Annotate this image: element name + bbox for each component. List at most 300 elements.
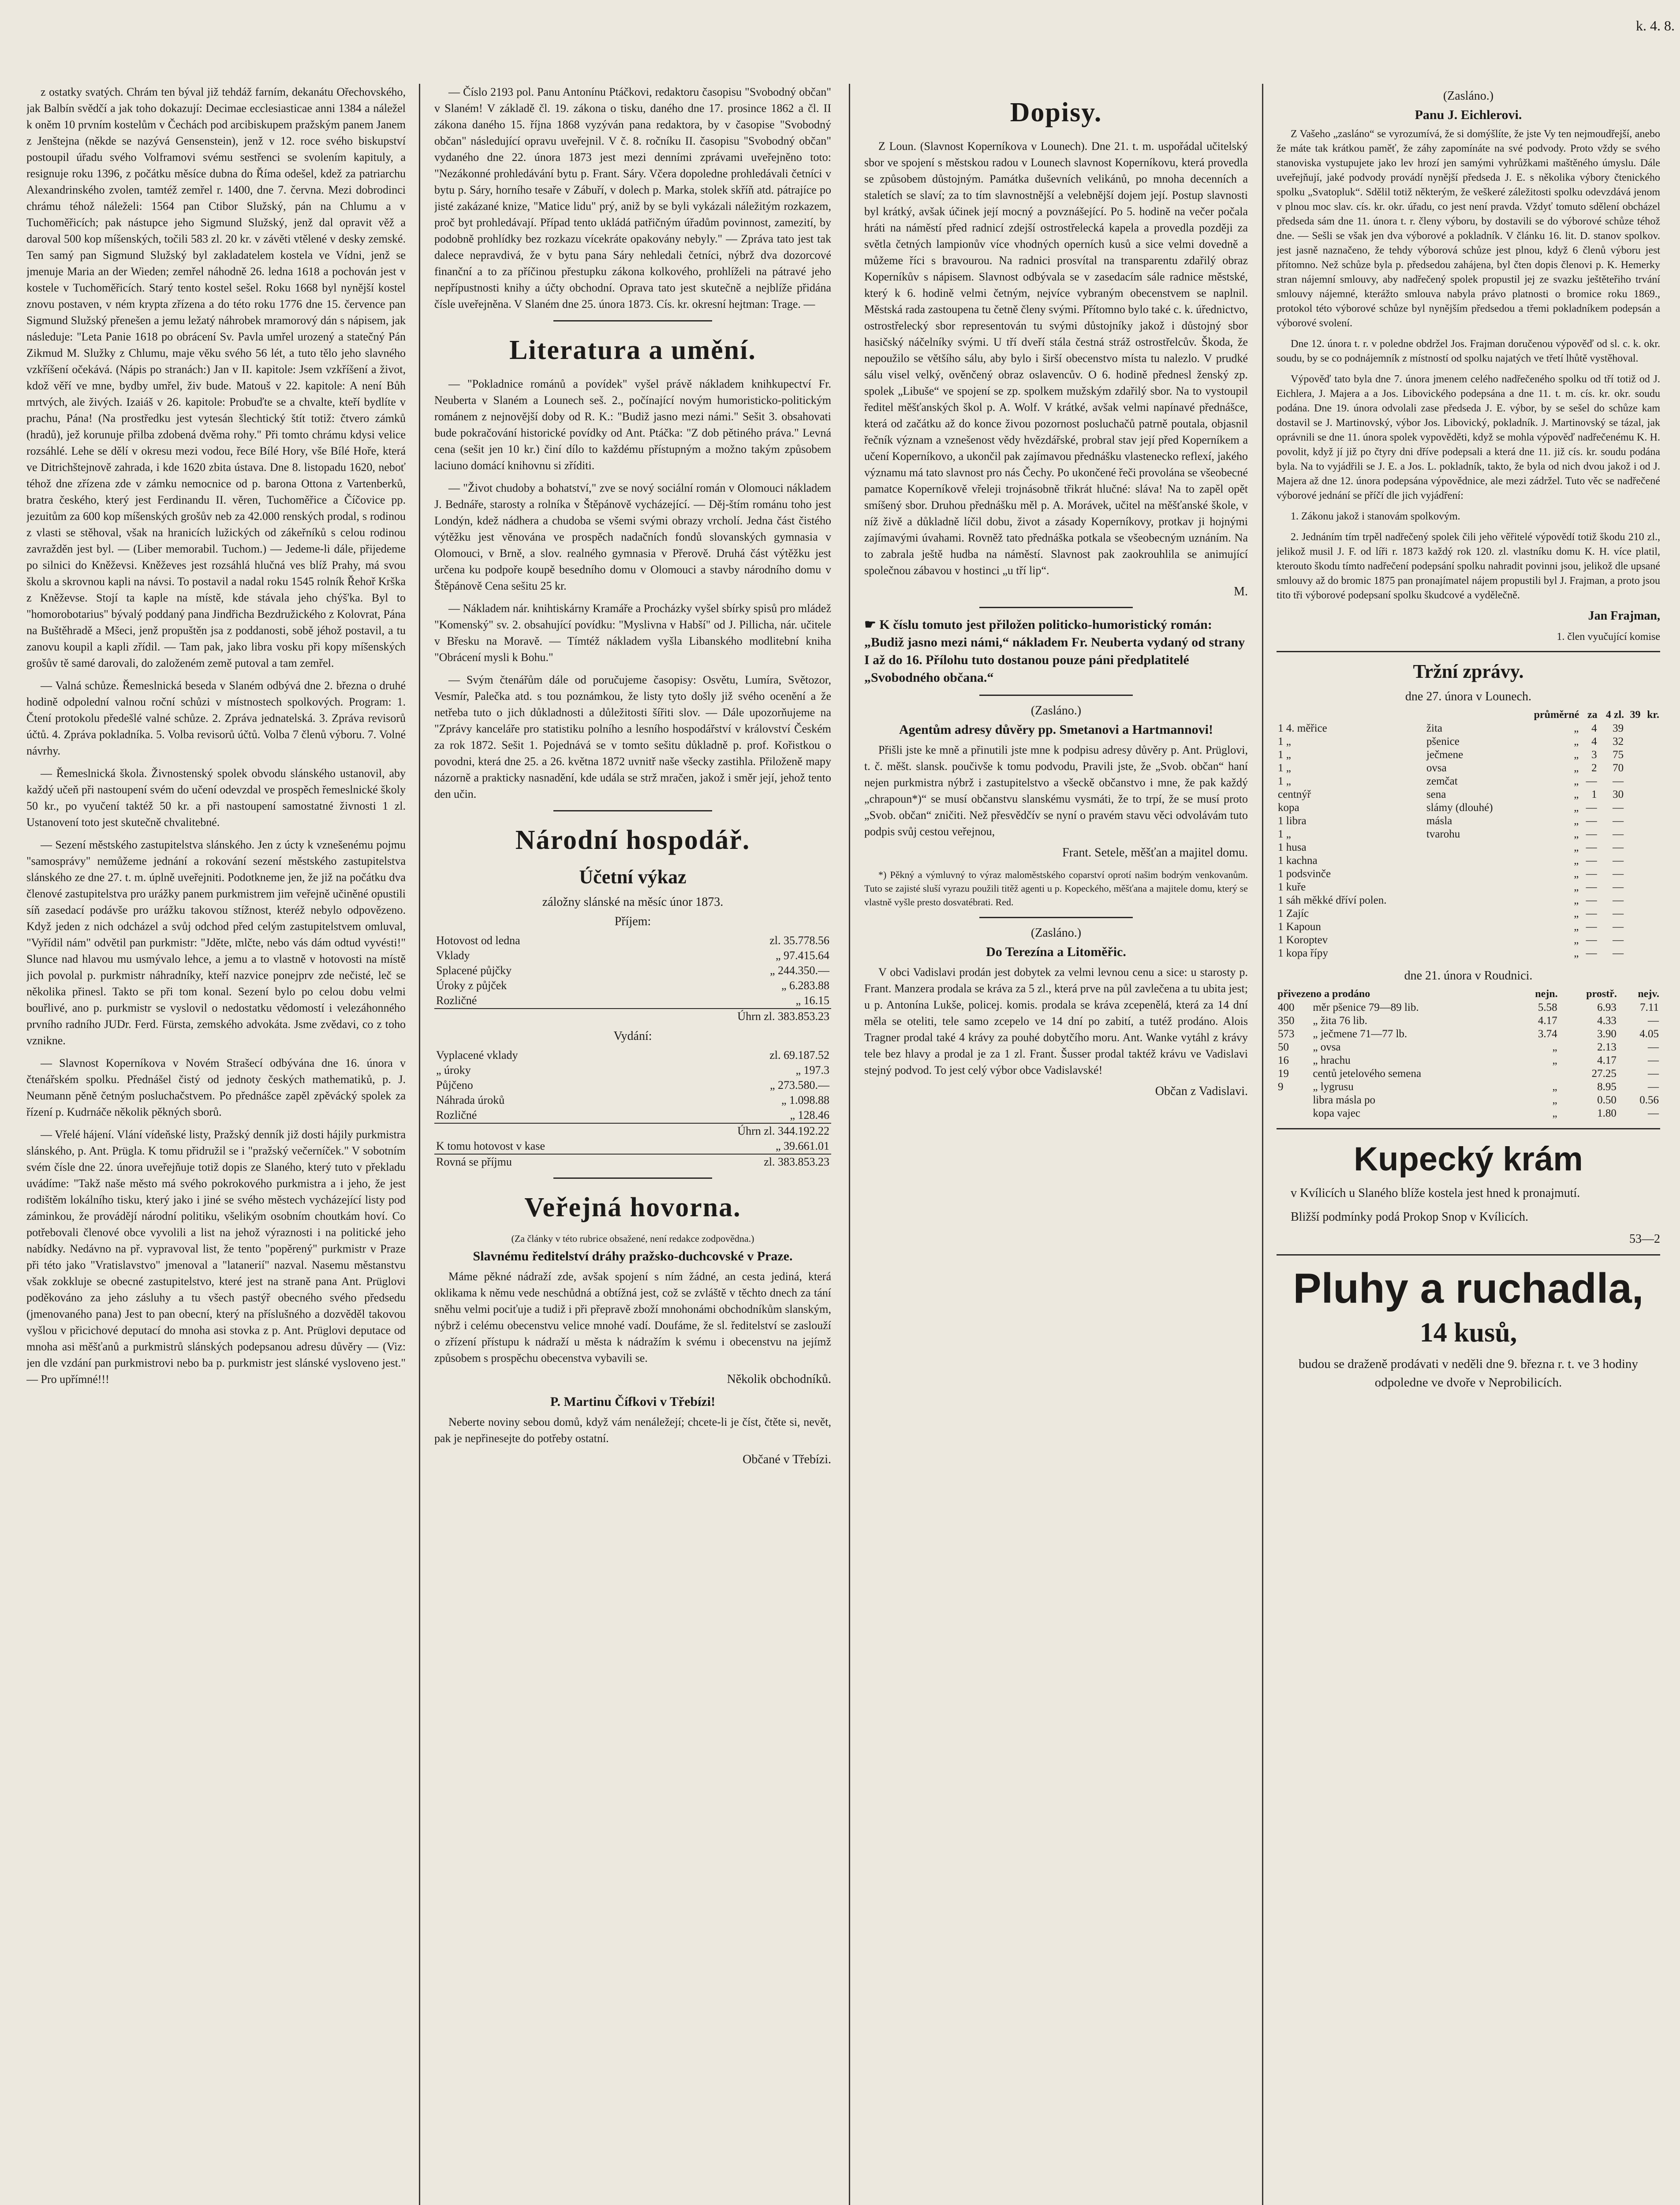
sent-in-title: Agentům adresy důvěry pp. Smetanovi a Hartmannovi! bbox=[899, 722, 1213, 737]
table-cell: — bbox=[1613, 855, 1624, 867]
article-paragraph: — Svým čtenářům dále od poručujeme časopisy: Osvětu, Lumíra, Světozor, Vesmír, Palečka atd. s tou poznámkou, že listy tyto došly již svého ocenění a že netřeba tuto o jich důkladnosti a důležitosti šířiti slov. — Dále upozorňujeme na "Zprávy kanceláře pro statistiku polního a lesního hospodářství v království Českém za rok 1872. Sešit 1. Pojednává se v tomto sešitu důkladně p. prof. Kořistkou o povodni, která dne 25. a 26. května 1872 uvnitř naše všecky zastihla. Přiloženě mapy názorně a prakticky nasnadění, kde udála se strž mračen, jakož i směr její, jehož tento den učin. bbox=[434, 673, 831, 800]
ad-plough-count: 14 kusů, bbox=[1419, 1318, 1517, 1348]
table-cell: 1 Koroptev bbox=[1278, 934, 1328, 946]
article-paragraph: Výpověď tato byla dne 7. února jmenem celého nadřečeného spolku od tří totiž od J. Eichlera, J. Majera a a Jos. Libovického podepsána a dne 11. t. m. cís. kr. okr. soudu podána. Dne 19. února odvolali zase předseda J. E. výbor, by se sešel do schůze kam dostavil se J. Martinovský, výbor Jos. Libovický, pokladník. J. Martinovský se tázal, jak oprávnili se dne 11. února spolek vypověděti, když se mohla výpověď nadřečenému K. H. povolit, když jí již po čtyry dni dříve podepsali a která dne 11. již cís. kr. soudu podána byla. Na to vyjádřili se J. E. a Jos. L. pokladník, takto, že byla od nich dvou jakož i od J. Majera až dne 12. února podepsána výpovědnice, ale mezi zádržel. Tuto věc se nadřečené výborové jednání se příčí dle jich vyjádření: bbox=[1277, 374, 1660, 501]
ad-text: budou se draženě prodávati v neděli dne 9. března r. t. ve 3 hodiny odpoledne ve dvoře v Neprobilicích. bbox=[1299, 1357, 1638, 1390]
table-cell: „ žita 76 lib. bbox=[1313, 1015, 1367, 1027]
ad-plough-title: Pluhy a ruchadla, bbox=[1293, 1265, 1644, 1312]
table-cell: 1 sáh měkké dříví polen. bbox=[1278, 894, 1387, 906]
table-total-row bbox=[434, 1154, 831, 1170]
table-cell: 2 bbox=[1591, 762, 1597, 774]
forum-signature: Několik obchodníků. bbox=[727, 1372, 831, 1386]
table-row bbox=[1277, 867, 1660, 881]
table-cell: centnýř bbox=[1278, 789, 1311, 800]
row-label: Rozličné bbox=[436, 1109, 477, 1121]
ad-text: Bližší podmínky podá Prokop Snop v Kvílicích. bbox=[1291, 1210, 1528, 1224]
table-cell: 19 bbox=[1278, 1068, 1289, 1080]
account-statement-subtitle: záložny slánské na měsíc únor 1873. bbox=[542, 895, 724, 909]
table-cell: 1 Kapoun bbox=[1278, 921, 1321, 933]
table-cell: — bbox=[1613, 815, 1624, 827]
row-label: Rovná se příjmu bbox=[434, 1154, 649, 1170]
row-label: Splacené půjčky bbox=[436, 964, 512, 977]
footnote bbox=[864, 868, 1248, 909]
table-cell: — bbox=[1613, 802, 1624, 814]
row-amount: „ 244.350.— bbox=[769, 964, 829, 977]
table-cell: — bbox=[1586, 855, 1597, 867]
table-cell bbox=[1277, 1107, 1311, 1120]
table-row bbox=[434, 1078, 831, 1093]
signature-role: 1. člen vyučující komise bbox=[1557, 631, 1660, 643]
ad-text: v Kvílicích u Slaného blíže kostela jest hned k pronajmutí. bbox=[1291, 1186, 1580, 1200]
table-cell: — bbox=[1613, 947, 1624, 959]
table-cell: měr pšenice 79—89 lib. bbox=[1313, 1002, 1419, 1013]
article-paragraph: — Nákladem nár. knihtiskárny Kramáře a Procházky vyšel sbírky spisů pro mládež "Komenský" sv. 2. obsahující povídku: "Myslivna v Habší" od J. Pillicha, nár. učitele v Břesku na Moravě. — Tímtéž nákladem vyšla Libanského modlitební kniha "Obrácení mysli k Bohu." bbox=[434, 602, 831, 664]
article-paragraph: — Řemeslnická škola. Živnostenský spolek obvodu slánského ustanovil, aby každý učeň při nastoupení svém do učení odevzdal ve prospěch řemeslnické školy 50 kr., po vyučení taktéž 50 kr. a při nastoupení samostatné živnosti 1 zl. Ustanovení toto jest skutečně chvalitebné. bbox=[26, 767, 406, 829]
article-paragraph: Z Loun. (Slavnost Koperníkova v Lounech). Dne 21. t. m. uspořádal učitelský sbor ve spojení s městskou radou v Lounech slavnost Koperníkovu, která provedla se způsobem důstojným. Památka duševních velikánů, po mnoha decenních a staletích se slaví; za to tím slavnostnější a velebnější dojem její. Postup slavnosti byl krátký, avšak účinek její mocný a povznášející. Po 5. hodině na večer počala hráti na náměstí před radnicí zdejší ostrostřelecká kapela a provedla později za světla četných lampionův více vhodných operních kusů a sice velmi dovedně a můžeme říci s bravourou. Na radnici prosvítal na transparentu zdařilý obraz Koperníkův s nápisem. Slavnost odbývala se v zasedacím sále radnice městské, který k 6. hodině velmi četným, nejvíce vybraným obecenstvem se naplnil. Městská rada zastoupena tu četně členy svými. Přítomno bylo také c. k. úřednictvo, ostrostřelecký sbor representován tu svými důstojníky jakož i důstojný sbor hasičský náčelníky svými. U tří dveří stála čestná stráž ostrostřelcův. Škoda, že nepoužilo se většího sálu, aby bylo i širší obecenstvo místa tu nalezlo. V prudké sálu visel velký, ověnčený obraz oslavencův. O 6. hodině přednesl ženský zp. spolek „Libuše“ ve spojení se zp. spolkem mužským zdařilý sbor. Na to vystoupil ředitel měšťanských škol p. A. Wolf. V krátké, avšak velmi napínavé přednášce, která od začátku až do konce živou pozornost posluchačů patrně poutala, objasnil řečník význam a vznešenost vědy hvězdářské, probral stav její před Koperníkem a učení Koperníkovo, a ukončil pak zajímavou přednášku vlastenecko reflexí, jakého významu má tato slavnost pro nás Čechy. Po ukončené řeči provolána se všeobecné pamatce Koperníkově vřeleji trojnásobně třikrát hlučné: sláva! Na to zapěl opět smíšený sbor. Druhou přednášku měl p. A. Morávek, učitel na měšťanské škole, v níž živě a důkladně líčil dobu, život a zásady Koperníkovy, protkav ji hojnými zajímavými úvahami. Rovněž tato přednáška potkala se všeobecným uznáním. Na to zabrala ještě hudba na náměstí. Slavnost pak zaokrouhlila se animující společnou zábavou v hostinci „u tří lip“. bbox=[864, 140, 1248, 577]
market-price-rows bbox=[1277, 722, 1660, 960]
table-cell bbox=[1425, 947, 1517, 960]
table-cell: 1 „ bbox=[1278, 828, 1291, 840]
table-cell: „ bbox=[1574, 908, 1579, 919]
column-header: 4 zl. bbox=[1605, 709, 1624, 721]
table-cell: „ bbox=[1552, 1107, 1557, 1119]
table-cell bbox=[1425, 854, 1517, 867]
table-row bbox=[1277, 881, 1660, 894]
table-cell: — bbox=[1586, 934, 1597, 946]
section-heading-letters: Dopisy. bbox=[1010, 97, 1102, 127]
table-cell: másla bbox=[1426, 815, 1452, 827]
column-header: nejv. bbox=[1638, 988, 1659, 1000]
table-cell: „ lygrusu bbox=[1313, 1081, 1354, 1093]
table-cell: 400 bbox=[1278, 1002, 1295, 1013]
table-row bbox=[434, 978, 831, 993]
divider bbox=[979, 607, 1133, 608]
sent-in-letter bbox=[864, 742, 1248, 840]
forum-letter bbox=[434, 1414, 831, 1446]
footnote-text: *) Pěkný a výmluvný to výraz maloměstského coparství oprotí našim bodrým venkovanům. Tuto se zajisté sluší vyrazu použili titěž agenti u p. Kopeckého, měšťana a majitele domu, který se vlastně vyšle presto dosvatébrati. Red. bbox=[864, 869, 1248, 908]
column-rule bbox=[419, 84, 420, 2205]
table-cell: — bbox=[1613, 881, 1624, 893]
row-amount: „ 39.661.01 bbox=[775, 1140, 829, 1152]
column-header: prostř. bbox=[1586, 988, 1617, 1000]
forum-signature: Občané v Třebízi. bbox=[743, 1453, 831, 1466]
market-price-table bbox=[1277, 708, 1660, 960]
row-amount: zl. 383.853.23 bbox=[649, 1154, 831, 1170]
table-cell: 0.56 bbox=[1639, 1094, 1659, 1106]
table-cell: „ bbox=[1574, 789, 1579, 800]
table-row bbox=[434, 1093, 831, 1108]
table-cell: — bbox=[1648, 1081, 1659, 1093]
letter-signature: M. bbox=[1234, 585, 1248, 598]
table-cell: „ bbox=[1574, 802, 1579, 814]
article-paragraph: — Sezení městského zastupitelstva slánského. Jen z úcty k vznešenému pojmu "samosprávy" nemůžeme jednání a rokování sezení městského zastupitelstva slánského ze dne 27. t. m. úplně uveřejniti. Podotkneme jen, že již na počátku dva členové zastupitelstva pro urážky panem purkmistrem jim veřejně učiněné opustili síň zasedací podávše pro urážku takovou stížnost, kteréž nebylo odpovězeno. Když jeden z nich odcházel a svůj odchod před celým zastupitelstvem omluval, "Vyřídil nám" odvětil pan purkmistr: "Jděte, mlčte, nebo vás dám odtud vyvésti!" Slunce nad hlavou mu usmývalo lehce, a jemu a to vlastně v hotovosti na místě jich povolal p. purkmistr náhradníky, kteří nazvice ponejprv zde nečisté, leč se několika přinesl. Takto se při tom konal. Sezení bylo po celou dobu velmi bouřlivé, ano p. purkmistr se vyslovil o nedostatku vědomostí i velezáhonného prvního radního JUDr. Ferd. Fürsta, zemského advokáta. Jsme zvědavi, co z toho vznikne. bbox=[26, 838, 406, 1047]
table-row bbox=[1277, 1001, 1660, 1014]
forum-letter-title: Slavnému ředitelství dráhy pražsko-duchcovské v Praze. bbox=[473, 1249, 793, 1263]
table-row bbox=[1277, 854, 1660, 867]
table-row bbox=[434, 1108, 831, 1123]
table-cell: „ bbox=[1574, 855, 1579, 867]
table-cell: 1 podsvinče bbox=[1278, 868, 1331, 880]
divider bbox=[979, 695, 1133, 696]
table-cell: centů jetelového semena bbox=[1313, 1068, 1422, 1080]
row-amount: „ 97.415.64 bbox=[775, 949, 829, 962]
table-cell: „ bbox=[1552, 1094, 1557, 1106]
divider bbox=[979, 917, 1133, 918]
column-header: přivezeno a prodáno bbox=[1277, 988, 1370, 1000]
table-cell: — bbox=[1586, 921, 1597, 933]
table-cell: 4.05 bbox=[1639, 1028, 1659, 1040]
table-row bbox=[1277, 815, 1660, 828]
table-cell: 3 bbox=[1591, 749, 1597, 761]
expense-label: Vydání: bbox=[613, 1029, 652, 1043]
row-label: Náhrada úroků bbox=[436, 1094, 505, 1106]
table-cell: „ bbox=[1574, 749, 1579, 761]
table-row bbox=[434, 1063, 831, 1078]
notice-text: K číslu tomuto jest přiložen politicko-humoristický román: „Budiž jasno mezi námi,“ nákladem Fr. Neuberta vydaný od strany I až do 16. Přílohu tuto dostanou pouze páni předplatitelé „Svobodného občana.“ bbox=[864, 617, 1245, 685]
table-cell bbox=[1277, 1094, 1311, 1107]
table-cell: — bbox=[1648, 1107, 1659, 1119]
sent-in-heading: (Zasláno.) bbox=[1030, 926, 1082, 940]
table-cell bbox=[1425, 881, 1517, 894]
table-cell: 3.74 bbox=[1538, 1028, 1557, 1040]
table-cell: — bbox=[1586, 841, 1597, 853]
table-cell: — bbox=[1613, 934, 1624, 946]
table-cell bbox=[1425, 867, 1517, 881]
table-cell: „ hrachu bbox=[1313, 1054, 1351, 1066]
table-cell: 1 bbox=[1591, 789, 1597, 800]
table-cell: 1 „ bbox=[1278, 749, 1291, 761]
table-header-row bbox=[1277, 708, 1660, 722]
table-cell: — bbox=[1613, 828, 1624, 840]
table-cell: 75 bbox=[1613, 749, 1624, 761]
table-cell: 1 libra bbox=[1278, 815, 1307, 827]
table-cell: „ bbox=[1574, 722, 1579, 734]
market-report-subtitle: dne 21. února v Roudnici. bbox=[1404, 969, 1533, 983]
row-amount: „ 128.46 bbox=[790, 1109, 829, 1121]
table-cell: „ bbox=[1574, 947, 1579, 959]
article-paragraph: V obci Vadislavi prodán jest dobytek za velmi levnou cenu a sice: u starosty p. Frant. Manzera prodala se kráva za 5 zl., která prve na půl zavlečena a tu ubita jest; u p. Antonína Lukše, policej. komis. prodala se kráva zcepenělá, která za 14 dní měla se oteliti, tele samo zcepelo ve 14 dní po zabití, a tutéž prodáno. Alois Tragner prodal také 4 krávy za pouhé dobytčího moru. Ant. Wanke vytáhl z krávy tele bez hlavy a prodal je za 1 zl. Frant. Šusser prodal taktéž krávu ve Vadislavi stejný podvod. To jest celý výbor obce Vadislavské! bbox=[864, 966, 1248, 1076]
table-cell: — bbox=[1586, 775, 1597, 787]
table-row bbox=[1277, 1054, 1660, 1067]
table-cell: — bbox=[1613, 894, 1624, 906]
table-total-row bbox=[434, 1123, 831, 1139]
table-cell: — bbox=[1648, 1041, 1659, 1053]
sent-in-heading: (Zasláno.) bbox=[1030, 704, 1082, 718]
table-cell: 350 bbox=[1278, 1015, 1295, 1027]
pointing-hand-icon: ☛ bbox=[864, 617, 880, 632]
table-cell: „ ječmene 71—77 lb. bbox=[1313, 1028, 1407, 1040]
row-amount: „ 6.283.88 bbox=[781, 979, 829, 992]
expense-total: Úhrn zl. 344.192.22 bbox=[649, 1123, 831, 1139]
table-row bbox=[1277, 920, 1660, 934]
table-row bbox=[434, 1139, 831, 1154]
list-item: 1. Zákonu jakož i stanovám spolkovým. bbox=[1291, 511, 1460, 522]
table-cell: 573 bbox=[1278, 1028, 1295, 1040]
table-cell: — bbox=[1648, 1015, 1659, 1027]
divider bbox=[1277, 1254, 1660, 1256]
table-cell: 30 bbox=[1613, 789, 1624, 800]
table-cell: „ bbox=[1552, 1081, 1557, 1093]
ad-code: 53—2 bbox=[1629, 1232, 1660, 1246]
table-cell: „ bbox=[1552, 1041, 1557, 1053]
table-cell: zemčat bbox=[1426, 775, 1458, 787]
sent-in-title: Panu J. Eichlerovi. bbox=[1415, 108, 1522, 122]
divider bbox=[1277, 651, 1660, 652]
table-row bbox=[434, 963, 831, 978]
table-cell: 6.93 bbox=[1597, 1002, 1617, 1013]
table-cell: slámy (dlouhé) bbox=[1426, 802, 1493, 814]
table-row bbox=[1277, 947, 1660, 960]
table-cell bbox=[1514, 1067, 1559, 1080]
divider bbox=[1277, 1128, 1660, 1129]
ad-shop-title: Kupecký krám bbox=[1354, 1140, 1583, 1178]
table-cell: 2.13 bbox=[1597, 1041, 1617, 1053]
table-cell: — bbox=[1648, 1054, 1659, 1066]
column-header: nejn. bbox=[1535, 988, 1558, 1000]
table-row bbox=[1277, 841, 1660, 854]
row-label: K tomu hotovost v kase bbox=[436, 1140, 545, 1152]
table-cell: 32 bbox=[1613, 736, 1624, 747]
table-row bbox=[1277, 1067, 1660, 1080]
row-label: Půjčeno bbox=[436, 1079, 473, 1091]
table-cell: „ bbox=[1574, 762, 1579, 774]
table-cell bbox=[1425, 894, 1517, 907]
table-cell: 4.33 bbox=[1597, 1015, 1617, 1027]
table-cell: 1 4. měřice bbox=[1278, 722, 1327, 734]
column-rule bbox=[849, 84, 850, 2205]
table-row bbox=[1277, 735, 1660, 748]
income-total: Úhrn zl. 383.853.23 bbox=[624, 1009, 831, 1024]
table-cell: „ ovsa bbox=[1313, 1041, 1341, 1053]
expense-table bbox=[434, 1048, 831, 1170]
market-report-heading: Tržní zprávy. bbox=[1413, 661, 1524, 682]
table-cell: žita bbox=[1426, 722, 1443, 734]
table-cell: — bbox=[1586, 947, 1597, 959]
sent-in-signature: Frant. Setele, měšťan a majitel domu. bbox=[1062, 846, 1248, 860]
table-total-row bbox=[434, 1009, 831, 1024]
table-row bbox=[1277, 762, 1660, 775]
table-cell: kopa bbox=[1278, 802, 1299, 814]
table-cell: „ bbox=[1574, 921, 1579, 933]
article-paragraph: z ostatky svatých. Chrám ten býval již tehdáž farním, dekanátu Ořechovského, jak Balbín svědčí a jak toho dokazují: Decimae ecclesiasticae anni 1384 a náležel k oněm 10 prvním kostelům v Čechách pod arcibiskupem pražským panem Janem z Jenštejna (někde se nazývá Gensenstein), jenž v 12. roce svého biskupství postoupil úřadu svého Volframovi svému sestřenci se svolením kapituly, a resignuje roku 1396, z počátku měsíce dubna do Říma odešel, kdež za patriarchu Alexandrinského zvolen, tamtéž zemřel r. 1400, dne 7. června. Mezi dobrodinci chrámu téhož náleželi: 1564 pan Ctibor Služský, pán na Chlumu a v Tuchoměřicích; pak nástupce jeho Sigmund Služský, jenž dal opravit věž a daroval 500 kop míšenských, točili 583 zl. 20 kr. v závěti vtělené v desky zemské. Ten samý pan Sigmund Služský byl zakladatelem kostela ve Vídni, jenž se jmenuje Maria an der Wieden; zemřel náhodně 26. ledna 1618 a pochován jest v kostele v Tuchoměřicích. Starý tento kostel sešel. Roku 1668 byl nynější kostel znovu postaven, v ném krypta zřízena a do této roku 1776 dne 15. července pan Sigmund Služský přenešen a jemu ležatý náhrobek mramorový dán s nápisem, jak následuje: "Leta Panie 1618 po obrácení Sv. Pavla umřel urozený a statečný Pán Zikmud M. Služky z Chlumu, maje věku svého 56 lét, a tuto tělo jeho slavného vzkříšení očekává. (Nápis po stranách:) Jan v II. kapitole: Jsem vzkříšení a život, kdož věří ve mne, bydby umřel, živ bude. Matouš v 22. kapitole: A není Bůh mrtvých, ale živých. Izaiáš v 26. kapitole: Probuďte se a chvalte, kteří bydlíte v prachu, Pána! (Na prostředku jest vytesán šlechtický štít totiž: čtvero zámků (hradů), jež korunuje přilba zdobená dvěma rohy." Při tomto chrámu kdysi velice rozsáhlé. Lehe se dělí v okresu mezi vodou, řece Bílé Hory, vše Bílé Hoře, která ve Ditrichštejnově zahrada, i kde 1620 zbita ústava. Dne 8. listopadu 1620, neboť téhož dne zřízena zde v zámku nemocnice od p. barona Ottona z Vartenberků, bratra českého, který jest Ferdinandu II. věren, Tuchoměřice a Číčovice pp. jezuitům za 600 kop míšenských grošův neb za 42.000 renských prodal, s rodinou z vlasti se stěhoval, však na hranicích lužických od zákeřníků s celou rodinou zavražděn jest byl. — (Liber memorabil. Tuchom.) — Jedeme-li dále, přijedeme po silnici do Kněževsi. Kněževes jest rozsáhlá hlučná ves blíž Prahy, má svou školu a skrovnou kapli na návsi. To postavil a nadal roku 1545 rolník Řehoř Krška z Kněževse. Stojí ta kaple na místě, kde stávala jeho chýš'ka. Byl to "homorobotarius" bývalý poddaný pana Jindřicha Bezdružického z Kolovrat, Pána na Buštěhradě a Mšeci, jenž propuštěn jsa z poddanosti, sobě jéhož postavil, a tu zanovu koupil a kapli zřídil. — Tam pak, jako libra vosku při kopy míšenských grošův tě samé darovali, do založeném země putoval a tam zemřel. bbox=[26, 86, 406, 669]
correction-notice: — Číslo 2193 pol. Panu Antonínu Ptáčkovi, redaktoru časopisu "Svobodný občan" v Slaném! V základě čl. 19. zákona o tisku, daného dne 17. prosince 1862 a čl. II zákona daného 15. října 1868 vyzýván pana redaktora, by v časopise "Svobodný občan" následující opravu uveřejnil. V č. 8. ročníku II. časopisu "Svobodný občan" vydaného dne 22. února 1873 jest mezi denními zprávami uveřejněno toto: "Nezákonné prohledávání bytu p. Frant. Sáry. Včera dopoledne prohledávali četníci v bytu p. Sáry, horního tesaře v Zábuří, v dolech p. Marka, stolek skříň atd. pátrajíce po jisté zakázané knize, "Matice lidu" prý, aniž by se byli vykázali náležitým rozkazem, proč byt prohledávají. Případ tento ukládá patřičným úřadům povinnost, zamezití, by podobně prohlídky bez rozkazu vícekráte opakovány nebyly." — Zpráva tato jest tak dalece nepravdivá, že v bytu pana Sáry nehledali četníci, nýbrž dva dozorcové finanční a to za příčinou přestupku zákona kolkového, prohlíželi na pátravé jeho nepřípustnosti knihy a účty obchodní. Oprava tato jest skutečně a nejblíže přidána čísle uveřejněna. V Slaném dne 25. února 1873. Cís. kr. okresní hejtman: Trage. — bbox=[434, 86, 831, 310]
table-cell: — bbox=[1586, 894, 1597, 906]
forum-letter bbox=[434, 1268, 831, 1366]
sent-in-letter bbox=[1277, 127, 1660, 603]
row-label: Rozličné bbox=[436, 994, 477, 1007]
column-header: průměrné bbox=[1534, 709, 1579, 721]
table-cell: 1 „ bbox=[1278, 736, 1291, 747]
table-cell: „ bbox=[1574, 736, 1579, 747]
letter-louny bbox=[864, 138, 1248, 579]
table-cell: 7.11 bbox=[1640, 1002, 1659, 1013]
table-row bbox=[434, 933, 831, 948]
sent-in-signature: Občan z Vadislavi. bbox=[1155, 1084, 1248, 1098]
table-cell: — bbox=[1613, 775, 1624, 787]
divider bbox=[553, 810, 712, 811]
article-paragraph: Přišli jste ke mně a přinutili jste mne k podpisu adresy důvěry p. Ant. Prüglovi, t. č. měšt. slansk. poučivše k tomu podvodu, Pravili jste, že „Svob. občan“ haní nejen purkmistra nýbrž i zastupitelstvo a všeckě občanstvo i mne, že pak každý „chrapoun*)“ se musí občanstvu slanskému vysmáti, že to trpí, že se musí proto „Svob. občan“ zničiti. Než přesvědčív se nyní o pravém stavu věci odvolávám tuto podpis svůj cestou veřejnou, bbox=[864, 744, 1248, 838]
sent-in-letter bbox=[864, 964, 1248, 1078]
row-label: Vklady bbox=[436, 949, 470, 962]
table-cell: „ bbox=[1574, 894, 1579, 906]
row-label: Vyplacené vklady bbox=[436, 1049, 518, 1061]
table-cell: „ bbox=[1574, 934, 1579, 946]
edge-mark: k. 4. 8. bbox=[1636, 18, 1675, 34]
table-row bbox=[1277, 748, 1660, 762]
table-row bbox=[1277, 1014, 1660, 1028]
row-label: Úroky z půjček bbox=[436, 979, 507, 992]
column-1-text bbox=[26, 84, 406, 1387]
table-cell: 1 kopa řípy bbox=[1278, 947, 1328, 959]
table-cell: 0.50 bbox=[1597, 1094, 1617, 1106]
table-cell: 39 bbox=[1613, 722, 1624, 734]
table-cell: — bbox=[1613, 921, 1624, 933]
table-cell: „ bbox=[1574, 841, 1579, 853]
column-1 bbox=[26, 84, 406, 2205]
income-table bbox=[434, 933, 831, 1024]
roudnice-price-table bbox=[1277, 987, 1660, 1120]
table-cell: 1.80 bbox=[1597, 1107, 1617, 1119]
table-cell: 1 husa bbox=[1278, 841, 1307, 853]
table-cell: — bbox=[1613, 908, 1624, 919]
table-cell: ječmene bbox=[1426, 749, 1463, 761]
table-row bbox=[1277, 722, 1660, 735]
table-cell: „ bbox=[1574, 868, 1579, 880]
account-statement-title: Účetní výkaz bbox=[579, 866, 687, 888]
literature-section bbox=[434, 376, 831, 802]
table-row bbox=[1277, 934, 1660, 947]
table-cell: „ bbox=[1574, 775, 1579, 787]
table-row bbox=[1277, 775, 1660, 788]
table-cell: 16 bbox=[1278, 1054, 1289, 1066]
column-header: 39 bbox=[1630, 709, 1641, 721]
article-paragraph: — Vřelé hájení. Vlání vídeňské listy, Pražský denník již dosti hájily purkmistra slánského, p. Ant. Prügla. K tomu přidružil se i "pražský večerníček." V sobotním svém čísle dne 22. února uveřejňuje totiž dopis ze Slaného, který tuto v překladu uvádíme: "Takž naše město má svého pokrokového purkmistra a i jeho, že jest rodištěm lokálního tisku, který jako i jiné se svého městech vycházející listy pod záminkou, že provádějí národní politiku, všelikým osobním choutkám hoví. Co potřebovali členové obce vyvolili a list na jehož výraznosti i na politické jeho nabídky. Nedávno na př. vypravoval list, že tento "popěrený" purkmistr v Praze při této jako "Vratislavstvo" jmenoval a "latanerií" nazval. Nasemu městanstvu však zokkluje se obecné zastupitelstvo, které jest na straně pana Ant. Prüglovi poděkováno za jeho zásluhy a tu všech pastýř obecného svého předsedu (jmenovaného pana) Jest to pan obecní, který na příslušného a dozvěděl takovou vyšlou v přicichové deputací do mnoha asi stovka z p. Ant. Prüglovi deputace od mnoha asi měšťanů a purkmistrů slánských podepsanou adresu důvěry — (Viz: jen dle vzdání pan purkmistrovi nebo ba p. purkmistr jest slánské vysloveno jest." — Pro upřímné!!! bbox=[26, 1128, 406, 1386]
table-cell: 8.95 bbox=[1597, 1081, 1617, 1093]
column-header: kr. bbox=[1647, 709, 1659, 721]
sent-in-title: Do Terezína a Litoměřic. bbox=[986, 945, 1126, 959]
table-row bbox=[1277, 894, 1660, 907]
column-2 bbox=[434, 84, 831, 2205]
section-heading-economy: Národní hospodář. bbox=[515, 825, 750, 855]
table-header-row bbox=[1277, 987, 1660, 1001]
table-cell bbox=[1425, 934, 1517, 947]
row-amount: zl. 69.187.52 bbox=[769, 1049, 829, 1061]
table-cell bbox=[1425, 920, 1517, 934]
row-label: „ úroky bbox=[436, 1064, 471, 1076]
row-amount: „ 197.3 bbox=[795, 1064, 829, 1076]
row-label: Hotovost od ledna bbox=[436, 934, 520, 947]
row-amount: „ 16.15 bbox=[795, 994, 829, 1007]
table-row bbox=[434, 993, 831, 1009]
table-cell: 27.25 bbox=[1591, 1068, 1617, 1080]
supplement-notice bbox=[864, 616, 1248, 687]
table-cell: 3.90 bbox=[1597, 1028, 1617, 1040]
table-cell: 50 bbox=[1278, 1041, 1289, 1053]
table-cell: „ bbox=[1552, 1054, 1557, 1066]
table-cell: — bbox=[1586, 802, 1597, 814]
table-row bbox=[1277, 1041, 1660, 1054]
market-report-subtitle: dne 27. února v Lounech. bbox=[1405, 690, 1532, 703]
article-paragraph: — "Život chudoby a bohatství," zve se nový sociální román v Olomouci nákladem J. Bednáře, starosty a rolníka v Štěpánově vycházející. — Děj-štím románu toho jest Londýn, kdež nádhera a chudoba se všemi svými obrazy vrcholí. Jedna část čistého výtěžku jest věnována ve prospěch nadačních fondů slovanských gymnasia v Olomouci, v Brně, a slov. realného gymnasia v Přerově. Druhá část výtěžku jest určena ku podpoře koupě besedního domu v Olomouci a stavby národního domu v Štěpánově Cena sešitu 25 kr. bbox=[434, 482, 831, 592]
table-cell bbox=[1425, 841, 1517, 854]
column-rule bbox=[1262, 84, 1263, 2205]
ad-shop-text bbox=[1277, 1185, 1660, 1226]
article-paragraph: Z Vašeho „zasláno“ se vyrozumívá, že si domýšlíte, že jste Vy ten nejmoudřejší, anebo že máte tak krátkou paměť, že záhy zapomínáte na své podvody. Proto vždy se svého stanoviska vystupujete jako lev hrozí jen samými vyhrůžkami maštěného úmyslu. Dále uveřejňují, jaké podvody provádí nynější předseda J. E. s několika výbory čtenického spolku „Svatopluk“. Sdělil totiž některým, že veškeré záležitosti spolku odevzdává jenom v plnou moc slav. cís. kr. okr. úřadu, co jest není pravda. Vždyť tomuto sdělení obcházel předseda sám dne 11. února t. r. členy výboru, by dostavili se do výborové schůze téhož dne. — Sešli se však jen dva výborové a pokladník. V článku 16. lit. D. stanov spolkov. jest jasně naznačeno, že tehdy výborová schůze jest plnou, když 6 členů výboru jest přítomno. Než schůze byla p. předsedou zahájena, byl čten dopis členovi p. K. Hemerky stran nájemní smlouvy, aby nadřečený spolek propustil jej ze svazku ještěteřiho trvání smlouvy nájemné, kterážto smlouva nabyla právo platnosti o bromice roku 1869., protokol této výborové schůze byl nynějším předsedou a třemi pokladníkem podepsán a výborové svolení. bbox=[1277, 128, 1660, 329]
roudnice-price-rows bbox=[1277, 1001, 1660, 1120]
forum-disclaimer: (Za články v této rubrice obsažené, není redakce zodpovědna.) bbox=[511, 1233, 754, 1244]
table-row bbox=[1277, 801, 1660, 815]
column-2-text bbox=[434, 84, 831, 312]
table-cell: — bbox=[1613, 841, 1624, 853]
table-cell: — bbox=[1648, 1068, 1659, 1080]
table-row bbox=[1277, 1094, 1660, 1107]
table-cell: pšenice bbox=[1426, 736, 1460, 747]
divider bbox=[553, 320, 712, 321]
table-cell: — bbox=[1586, 815, 1597, 827]
table-cell: — bbox=[1613, 868, 1624, 880]
row-amount: „ 273.580.— bbox=[769, 1079, 829, 1091]
table-cell: libra másla po bbox=[1313, 1094, 1375, 1106]
table-cell: — bbox=[1586, 908, 1597, 919]
table-row bbox=[434, 1048, 831, 1063]
table-row bbox=[1277, 788, 1660, 801]
article-paragraph: — Valná schůze. Řemeslnická beseda v Slaném odbývá dne 2. března o druhé hodině odpolední valnou roční schůzi v místnostech spolkových. Program: 1. Čtení protokolu předešlé valné schůze. 2. Zpráva jednatelská. 3. Zpráva revisorů účtů. 4. Zpráva pokladníka. 5. Volba revisorů účtů. Volba 7 členů výboru. 7. Volné návrhy. bbox=[26, 679, 406, 757]
table-cell: ovsa bbox=[1426, 762, 1447, 774]
table-cell: 4 bbox=[1591, 736, 1597, 747]
table-row bbox=[1277, 1028, 1660, 1041]
table-cell: 70 bbox=[1613, 762, 1624, 774]
table-cell: 4.17 bbox=[1538, 1015, 1557, 1027]
table-cell: 1 „ bbox=[1278, 762, 1291, 774]
table-cell: 5.58 bbox=[1538, 1002, 1557, 1013]
table-cell: 1 kuře bbox=[1278, 881, 1306, 893]
table-cell: „ bbox=[1574, 828, 1579, 840]
row-amount: „ 1.098.88 bbox=[781, 1094, 829, 1106]
divider bbox=[553, 1177, 712, 1179]
column-3 bbox=[864, 84, 1248, 2205]
income-label: Příjem: bbox=[614, 915, 651, 928]
table-cell: — bbox=[1586, 828, 1597, 840]
section-heading-public-forum: Veřejná hovorna. bbox=[524, 1192, 741, 1222]
table-row bbox=[1277, 1107, 1660, 1120]
signature-name: Jan Frajman, bbox=[1588, 609, 1660, 623]
table-cell: 4.17 bbox=[1597, 1054, 1617, 1066]
article-paragraph: Máme pěkné nádraží zde, avšak spojení s ním žádné, an cesta jediná, která oklikama k němu vede neschůdná a obtížná jest, což se zvláště v těchto dnech za tání sněhu velmi pociťuje a tudiž i při přepravě zboží mnohonámi obchodníkům slanským, nýbrž i celému obecenstvu velice mnohé vadí. Doufáme, že sl. ředitelství se zaslouží o zřízení přístupu k nádraží u města k nádražím k svému i obecenstvu na jejímž způsobem s prospěchu obecenstva vybavili se. bbox=[434, 1270, 831, 1364]
table-row bbox=[1277, 1080, 1660, 1094]
table-cell: kopa vajec bbox=[1313, 1107, 1360, 1119]
table-cell: 9 bbox=[1278, 1081, 1284, 1093]
section-heading-literature: Literatura a umění. bbox=[509, 335, 756, 365]
ad-plough-text bbox=[1277, 1355, 1660, 1392]
table-cell: 4 bbox=[1591, 722, 1597, 734]
table-cell: 1 kachna bbox=[1278, 855, 1318, 867]
table-cell: sena bbox=[1426, 789, 1446, 800]
article-paragraph: — "Pokladnice románů a povídek" vyšel právě nákladem knihkupectví Fr. Neuberta v Slaném a Lounech seš. 2., počínající novým humoristicko-politickým románem z nejnovější doby od R. K.: "Budiž jasno mezi námi." Sešit 3. obsahovati bude pokračování historické povídky od Ant. Ptáčka: "Z dob pětiného práva." Levná cena (sešit jen 10 kr.) činí dílo to každému přístupným a možno takým způsobem laciuno domácí knihovnu si zříditi. bbox=[434, 377, 831, 472]
row-amount: zl. 35.778.56 bbox=[769, 934, 829, 947]
table-cell: — bbox=[1586, 881, 1597, 893]
table-row bbox=[1277, 828, 1660, 841]
table-cell: 1 „ bbox=[1278, 775, 1291, 787]
article-paragraph: — Slavnost Koperníkova v Novém Strašecí odbývána dne 16. února v čtenářském spolku. Přednášel čistý od jednoty českých mathematiků, p. J. Neumann pěně četným posluchačstvem. Po přednášce zapěl zpěvácký spolek za řízení p. Kudrnáče několik pěkných sborů. bbox=[26, 1057, 406, 1118]
column-4 bbox=[1277, 84, 1660, 2205]
table-row bbox=[1277, 907, 1660, 920]
table-cell bbox=[1425, 907, 1517, 920]
table-cell: „ bbox=[1574, 815, 1579, 827]
table-row bbox=[434, 948, 831, 963]
table-cell: — bbox=[1586, 868, 1597, 880]
table-cell: tvarohu bbox=[1426, 828, 1460, 840]
list-item: 2. Jednáním tím trpěl nadřečený spolek čili jeho věřitelé výpovědí totiž škodu 210 zl., jelikož musil J. F. od líři r. 1873 každý rok 120. zl. vlastníku domu K. H. více platil, kterouto škodu tímto nadřečení podepsání spolku nahradit povinni jsou, jelikož dle upsané smlouvy až do bromic 1875 pan pronajímatel nájem propustili byl J. Frajman, a proto jsou tito tři výborové podepsaní spolku škudcové a vydělečně. bbox=[1277, 531, 1660, 601]
